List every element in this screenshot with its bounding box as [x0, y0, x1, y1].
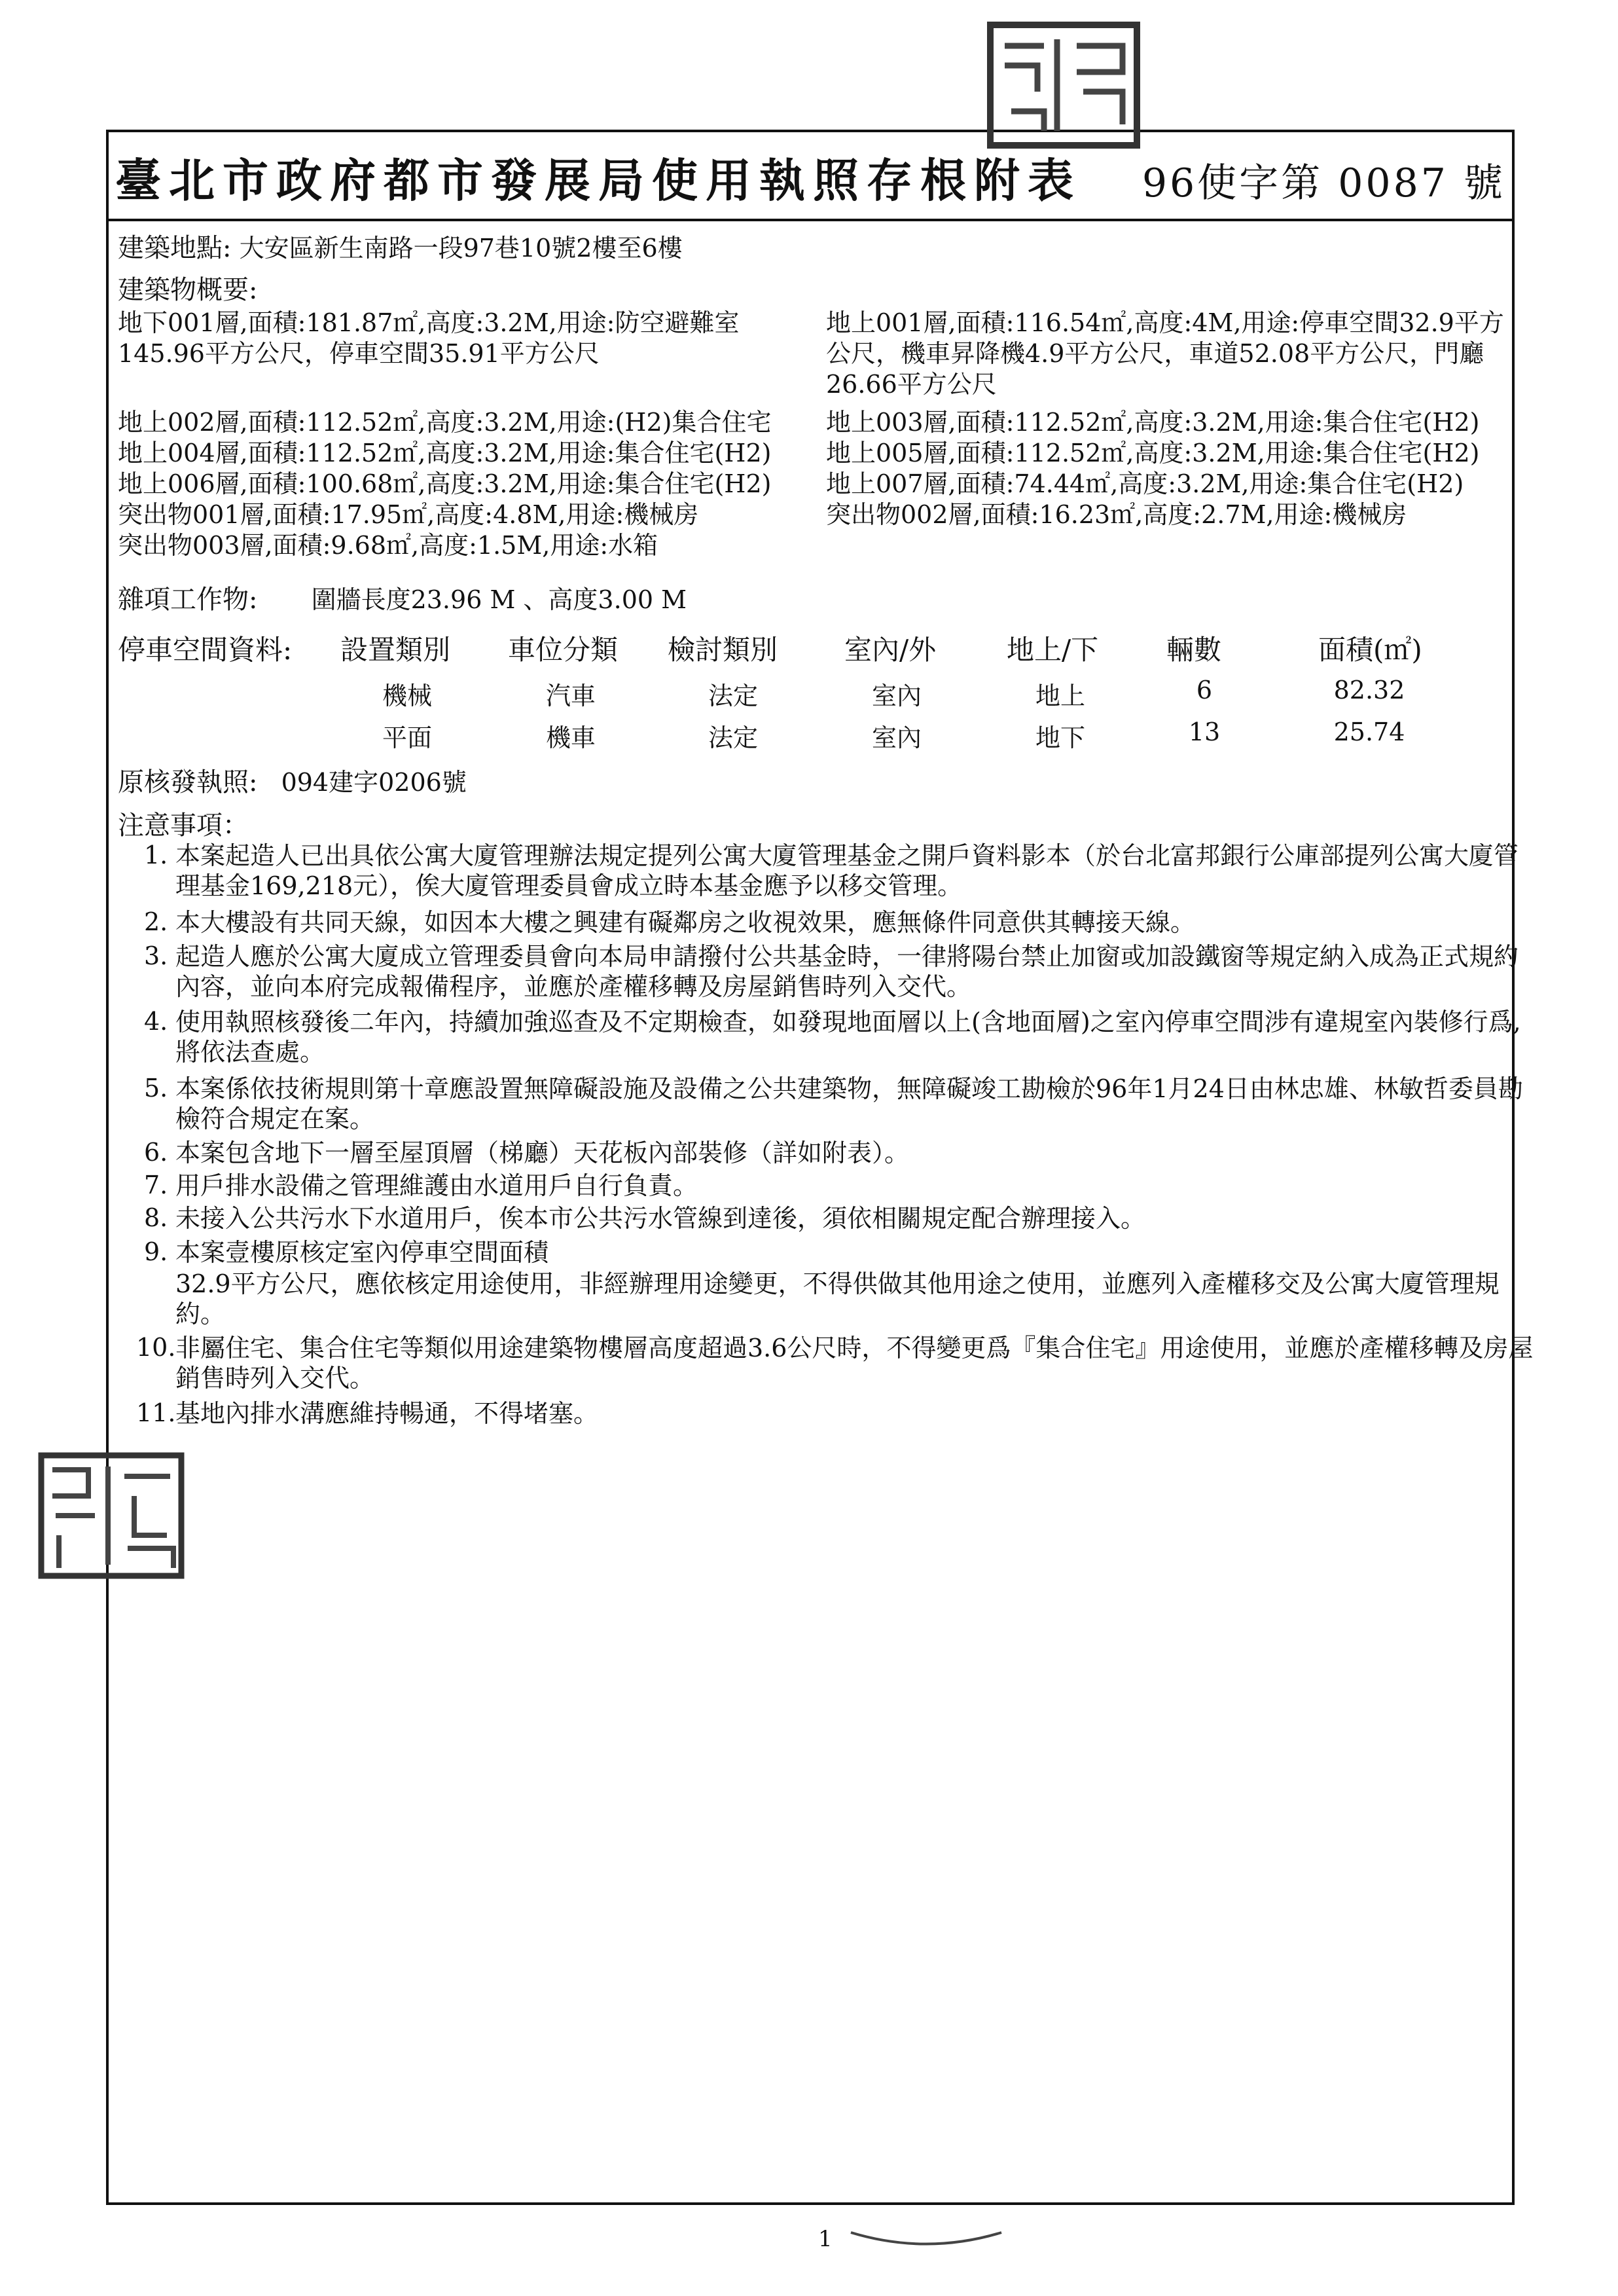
- parking-cell: 25.74: [1333, 718, 1405, 746]
- note-number: 4.: [144, 1007, 168, 1036]
- parking-cell: 機車: [545, 723, 596, 752]
- note-text: 本案起造人已出具依公寓大廈管理辦法規定提列公寓大廈管理基金之開戶資料影本（於台北富邦銀行公庫部提列公寓大廈管理基金169,218元），俟大廈管理委員會成立時本基金應予以移交管理。: [175, 841, 1519, 900]
- note-text: 32.9平方公尺，應依核定用途使用，非經辦理用途變更，不得供做其他用途之使用，並應列入產權移交及公寓大廈管理規約。: [175, 1269, 1500, 1328]
- overview-right-item: 地上001層,面積:116.54㎡,高度:4M,用途:停車空間32.9平方公尺，機車昇降機4.9平方公尺，車道52.08平方公尺，門廳26.66平方公尺: [826, 308, 1504, 399]
- note-number: 1.: [144, 841, 168, 869]
- misc-work-value: 圍牆長度23.96 M 、高度3.00 M: [311, 585, 687, 614]
- overview-left-item: 地上002層,面積:112.52㎡,高度:3.2M,用途:(H2)集合住宅: [118, 408, 772, 437]
- overview-left-item: 突出物001層,面積:17.95㎡,高度:4.8M,用途:機械房: [118, 500, 699, 529]
- note-number: 10.: [136, 1333, 176, 1362]
- parking-cell: 汽車: [545, 682, 596, 710]
- original-license-label: 原核發執照:: [118, 767, 258, 797]
- notes-label: 注意事項：: [118, 811, 249, 841]
- note-text: 本案壹樓原核定室內停車空間面積: [175, 1238, 549, 1267]
- parking-header: 檢討類別: [668, 634, 778, 666]
- title-row: [106, 130, 1515, 221]
- site-value: 大安區新生南路一段97巷10號2樓至6樓: [239, 234, 683, 263]
- note-text: 使用執照核發後二年內，持續加強巡查及不定期檢查，如發現地面層以上(含地面層)之室內停車空間涉有違規室內裝修行爲,將依法查處。: [175, 1008, 1521, 1066]
- note-number: 11.: [136, 1398, 176, 1427]
- overview-left-item: 地上006層,面積:100.68㎡,高度:3.2M,用途:集合住宅(H2): [118, 469, 772, 498]
- note-text: 起造人應於公寓大廈成立管理委員會向本局申請撥付公共基金時，一律將陽台禁止加窗或加設鐵窗等規定納入成為正式規約內容，並向本府完成報備程序，並應於產權移轉及房屋銷售時列入交代。: [175, 942, 1519, 1001]
- site-label: 建築地點:: [118, 233, 232, 263]
- misc-work-row: [118, 585, 687, 615]
- overview-right-item: 突出物002層,面積:16.23㎡,高度:2.7M,用途:機械房: [826, 500, 1407, 529]
- overview-left-item: 地上004層,面積:112.52㎡,高度:3.2M,用途:集合住宅(H2): [118, 439, 772, 467]
- document-title: 臺北市政府都市發展局使用執照存根附表: [115, 153, 1081, 208]
- note-number: 2.: [144, 907, 168, 936]
- original-license-value: 094建字0206號: [281, 768, 467, 797]
- note-text: 非屬住宅、集合住宅等類似用途建築物樓層高度超過3.6公尺時，不得變更爲『集合住宅』用途使用，並應於產權移轉及房屋銷售時列入交代。: [175, 1334, 1534, 1393]
- parking-cell: 室內: [871, 682, 922, 710]
- parking-cell: 平面: [382, 723, 433, 752]
- parking-header: 室內/外: [844, 634, 937, 666]
- footer-seal-arc: [844, 2219, 1008, 2252]
- note-text: 基地內排水溝應維持暢通，不得堵塞。: [175, 1399, 599, 1428]
- parking-header: 輛數: [1166, 634, 1222, 666]
- misc-work-label: 雜項工作物:: [118, 585, 258, 615]
- seal-stamp-side: [36, 1450, 187, 1581]
- note-number: 3.: [144, 941, 168, 970]
- parking-cell: 地下: [1035, 723, 1086, 752]
- site-row: [118, 233, 683, 264]
- note-number: 9.: [144, 1237, 168, 1266]
- overview-right-item: 地上005層,面積:112.52㎡,高度:3.2M,用途:集合住宅(H2): [826, 439, 1480, 467]
- parking-cell: 地上: [1035, 682, 1086, 710]
- original-license-row: [118, 767, 467, 798]
- note-number: 6.: [144, 1138, 168, 1167]
- parking-cell: 82.32: [1333, 676, 1405, 704]
- parking-header: 車位分類: [508, 634, 619, 666]
- parking-header: 地上/下: [1007, 634, 1099, 666]
- note-text: 本案包含地下一層至屋頂層（梯廳）天花板內部裝修（詳如附表）。: [175, 1139, 910, 1167]
- note-number: 5.: [144, 1074, 168, 1102]
- note-text: 用戶排水設備之管理維護由水道用戶自行負責。: [175, 1171, 698, 1200]
- note-text: 本大樓設有共同天線，如因本大樓之興建有礙鄰房之收視效果，應無條件同意供其轉接天線。: [175, 908, 1196, 937]
- parking-header: 設置類別: [340, 634, 451, 666]
- overview-left-item: 地下001層,面積:181.87㎡,高度:3.2M,用途:防空避難室145.96平方公尺，停車空間35.91平方公尺: [118, 308, 740, 368]
- seal-stamp-top: [985, 20, 1142, 151]
- parking-label: 停車空間資料:: [118, 634, 293, 666]
- parking-cell: 13: [1188, 718, 1221, 746]
- parking-cell: 室內: [871, 723, 922, 752]
- parking-cell: 法定: [708, 723, 759, 752]
- note-number: 8.: [144, 1203, 168, 1232]
- parking-header: 面積(㎡): [1318, 634, 1422, 666]
- parking-cell: 機械: [382, 682, 433, 710]
- parking-cell: 6: [1196, 676, 1213, 704]
- note-text: 本案係依技術規則第十章應設置無障礙設施及設備之公共建築物，無障礙竣工勘檢於96年1月24日由林忠雄、林敏哲委員勘檢符合規定在案。: [175, 1074, 1523, 1133]
- page-number: 1: [818, 2226, 833, 2252]
- note-text: 未接入公共污水下水道用戶，俟本市公共污水管線到達後，須依相關規定配合辦理接入。: [175, 1204, 1146, 1233]
- overview-left-item: 突出物003層,面積:9.68㎡,高度:1.5M,用途:水箱: [118, 531, 658, 560]
- overview-right-item: 地上007層,面積:74.44㎡,高度:3.2M,用途:集合住宅(H2): [826, 469, 1464, 498]
- overview-right-item: 地上003層,面積:112.52㎡,高度:3.2M,用途:集合住宅(H2): [826, 408, 1480, 437]
- note-number: 7.: [144, 1171, 168, 1199]
- permit-number: 96使字第 0087 號: [1142, 160, 1505, 206]
- overview-label: 建築物概要:: [118, 275, 258, 305]
- parking-cell: 法定: [708, 682, 759, 710]
